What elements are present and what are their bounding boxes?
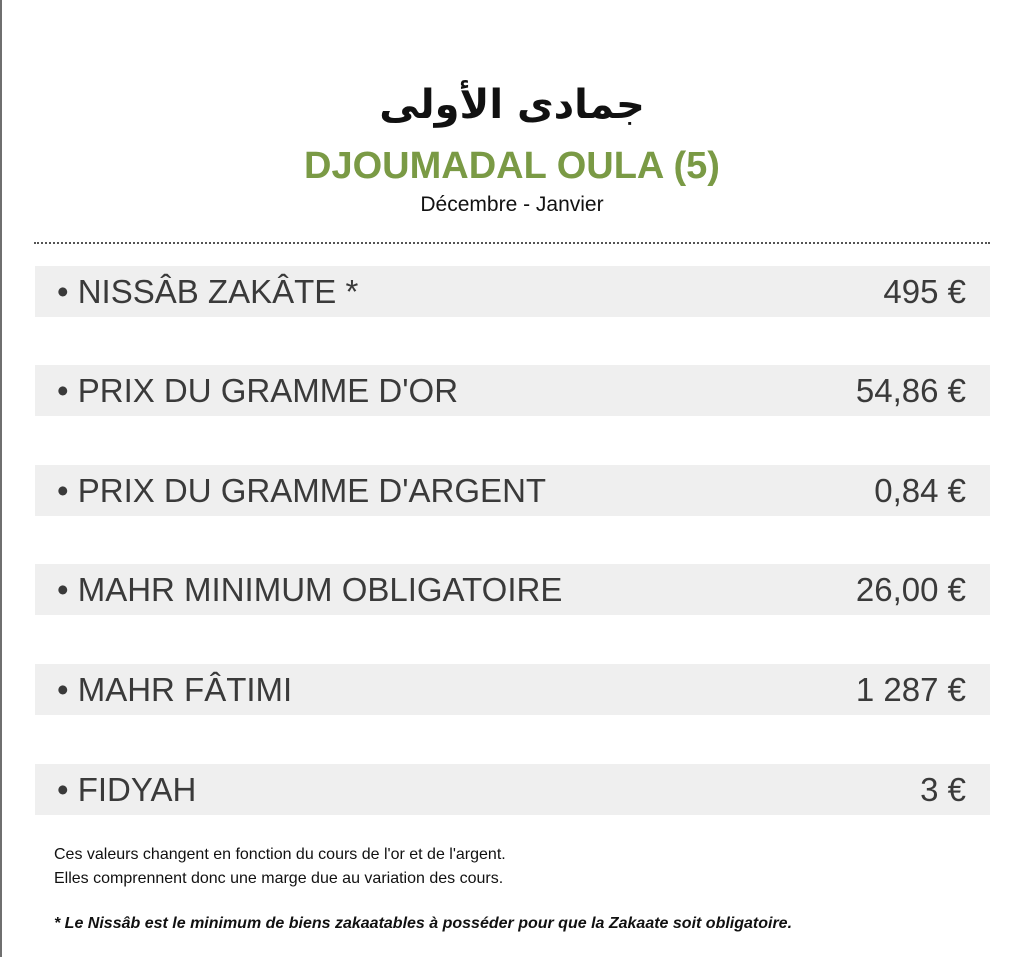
row-label: • MAHR FÂTIMI — [57, 670, 293, 708]
row-value: 1 287 € — [855, 670, 966, 708]
row-label: • NISSÂB ZAKÂTE * — [57, 272, 359, 310]
row-value: 0,84 € — [874, 471, 966, 509]
row-nissab-zakate — [35, 266, 990, 317]
row-value: 54,86 € — [855, 371, 966, 409]
header-divider — [34, 242, 990, 244]
row-mahr-fatimi — [35, 664, 990, 715]
note-line-2: Elles comprennent donc une marge due au variation des cours. — [54, 870, 504, 887]
row-label: • MAHR MINIMUM OBLIGATOIRE — [57, 570, 563, 608]
row-value: 495 € — [883, 272, 966, 310]
row-label: • FIDYAH — [57, 770, 197, 808]
row-gold-price — [35, 365, 990, 416]
note-line-1: Ces valeurs changent en fonction du cours de l'or et de l'argent. — [54, 846, 506, 863]
row-silver-price — [35, 465, 990, 516]
row-value: 26,00 € — [855, 570, 966, 608]
row-label: • PRIX DU GRAMME D'ARGENT — [57, 471, 547, 509]
row-mahr-minimum — [35, 564, 990, 615]
nissab-footnote: * Le Nissâb est le minimum de biens zakaatables à posséder pour que la Zakaate soit obligatoire. — [54, 915, 793, 932]
arabic-month-title: جمادى الأولى — [379, 82, 645, 128]
row-value: 3 € — [920, 770, 966, 808]
row-label: • PRIX DU GRAMME D'OR — [57, 371, 459, 409]
month-period: Décembre - Janvier — [420, 193, 604, 216]
row-fidyah — [35, 764, 990, 815]
month-title: DJOUMADAL OULA (5) — [304, 145, 720, 187]
